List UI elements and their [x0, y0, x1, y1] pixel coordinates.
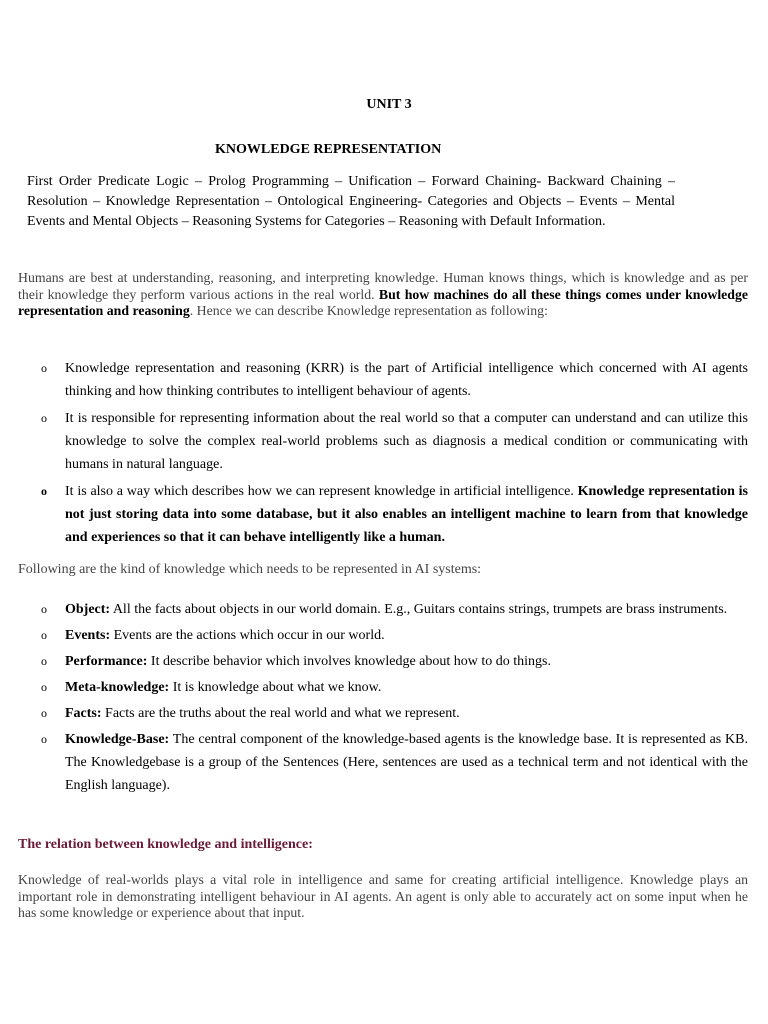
list-item	[0, 480, 748, 549]
list-item-emphasis: Knowledge representation is not just storing data into some database, but it also enables an intelligent machine to learn from that knowledge and experiences so that it can behave intelligently like a human.	[65, 484, 749, 545]
kind-description: Facts are the truths about the real world and what we represent.	[101, 706, 460, 721]
list-item	[0, 702, 748, 725]
kind-term: Facts:	[65, 706, 102, 721]
kinds-intro: Following are the kind of knowledge which needs to be represented in AI systems:	[18, 562, 482, 577]
list-item	[0, 357, 748, 403]
bullet-marker: o	[41, 602, 47, 616]
kind-term: Meta-knowledge:	[65, 680, 170, 695]
list-item	[0, 650, 748, 673]
bullet-marker: o	[41, 411, 47, 425]
list-item-text: It is responsible for representing information about the real world so that a computer can understand and can utilize this knowledge to solve the complex real-world problems such as diagnosis a medical condition or communicating with humans in natural language.	[65, 411, 748, 472]
closing-paragraph: Knowledge of real-worlds plays a vital role in intelligence and same for creating artificial intelligence. Knowledge plays an important role in demonstrating intelligent behaviour in AI agents. An agent is only able to accurately act on some input when he has some knowledge or experience about that input.	[18, 872, 748, 920]
kind-term: Object:	[65, 602, 111, 617]
list-item	[0, 407, 748, 476]
kind-description: The central component of the knowledge-based agents is the knowledge base. It is represented as KB. The Knowledgebase is a group of the Sentences (Here, sentences are used as a technical term and not identical with the English language).	[65, 732, 748, 793]
bullet-marker: o	[41, 680, 47, 694]
kind-description: It describe behavior which involves knowledge about how to do things.	[147, 654, 551, 669]
bullet-marker: o	[41, 484, 47, 498]
bullet-marker: o	[41, 706, 47, 720]
intro-paragraph	[18, 270, 748, 320]
list-item	[0, 598, 748, 621]
bullet-marker: o	[41, 361, 47, 375]
bullet-marker: o	[41, 628, 47, 642]
bullet-marker: o	[41, 654, 47, 668]
syllabus-topics: First Order Predicate Logic – Prolog Programming – Unification – Forward Chaining- Backward Chaining – Resolution – Knowledge Representation – Ontological Engineering- Categories and Objects – Events – Mental Events and Mental Objects – Reasoning Systems for Categories – Reasoning with Default Information.	[27, 174, 675, 229]
list-item	[0, 624, 748, 647]
kind-term: Events:	[65, 628, 111, 643]
kind-description: Events are the actions which occur in our world.	[110, 628, 385, 643]
kind-description: It is knowledge about what we know.	[169, 680, 382, 695]
relation-heading: The relation between knowledge and intelligence:	[18, 837, 313, 852]
intro-text-end: . Hence we can describe Knowledge representation as following:	[189, 303, 548, 318]
kind-term: Knowledge-Base:	[65, 732, 170, 747]
list-item	[0, 728, 748, 797]
page-title: KNOWLEDGE REPRESENTATION	[215, 142, 442, 157]
knowledge-kinds-list	[0, 598, 768, 800]
list-item-text: It is also a way which describes how we can represent knowledge in artificial intelligence.	[65, 484, 578, 499]
kind-term: Performance:	[65, 654, 148, 669]
list-item	[0, 676, 748, 699]
intro-emphasis: But how machines do all these things comes under knowledge representation and reasoning	[18, 286, 748, 318]
krr-points-list	[0, 357, 768, 553]
unit-label: UNIT 3	[366, 97, 412, 112]
intro-text-start: Humans are best at understanding, reasoning, and interpreting knowledge. Human knows things, which is knowledge and as per their knowledge they perform various actions in the real world.	[18, 270, 748, 302]
bullet-marker: o	[41, 732, 47, 746]
list-item-text: Knowledge representation and reasoning (KRR) is the part of Artificial intelligence which concerned with AI agents thinking and how thinking contributes to intelligent behaviour of agents.	[65, 361, 748, 399]
kind-description: All the facts about objects in our world domain. E.g., Guitars contains strings, trumpets are brass instruments.	[110, 602, 728, 617]
